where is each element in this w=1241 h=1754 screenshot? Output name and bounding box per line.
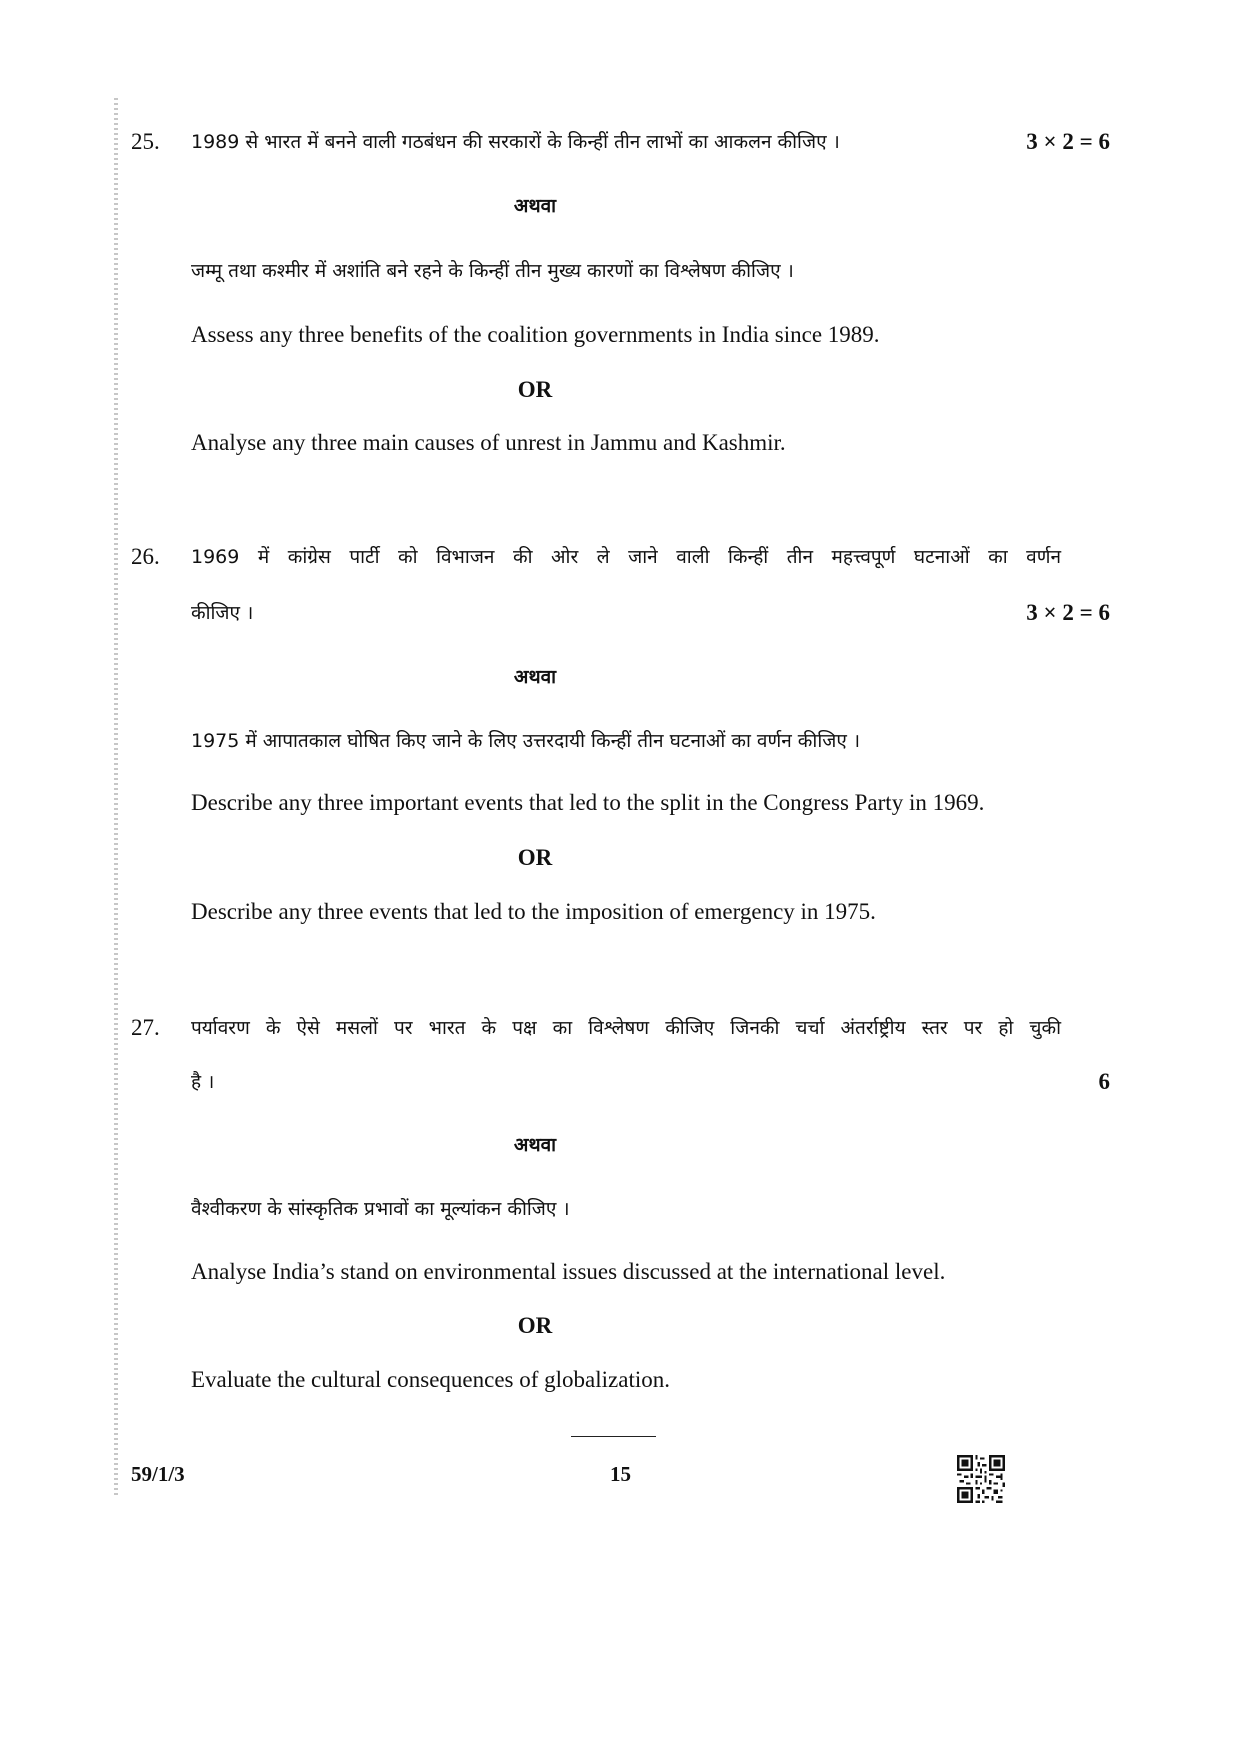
question-english: Describe any three important events that led to the split in the Congress Party in 1969. <box>191 790 985 815</box>
question-hindi-line: पर्यावरण के ऐसे मसलों पर भारत के पक्ष का विश्लेषण कीजिए जिनकी चर्चा अंतर्राष्ट्रीय स्तर पर हो चुकी <box>191 1017 1061 1039</box>
or-hindi: अथवा <box>513 1134 557 1156</box>
question-hindi-alternative: वैश्वीकरण के सांस्कृतिक प्रभावों का मूल्यांकन कीजिए । <box>191 1198 570 1220</box>
page-number: 15 <box>610 1462 631 1486</box>
or-hindi: अथवा <box>513 195 557 217</box>
end-of-questions-rule <box>571 1436 656 1437</box>
question-hindi-line: कीजिए । <box>191 602 254 624</box>
question-number: 27. <box>131 1015 160 1040</box>
question-hindi-alternative: 1975 में आपातकाल घोषित किए जाने के लिए उत्तरदायी किन्हीं तीन घटनाओं का वर्णन कीजिए । <box>191 730 861 752</box>
question-english: Analyse India’s stand on environmental issues discussed at the international level. <box>191 1259 946 1284</box>
or-english: OR <box>517 845 553 870</box>
or-english: OR <box>517 1313 553 1338</box>
question-english-alternative: Evaluate the cultural consequences of globalization. <box>191 1367 670 1392</box>
question-hindi-line: 1989 से भारत में बनने वाली गठबंधन की सरकारों के किन्हीं तीन लाभों का आकलन कीजिए । <box>191 131 840 153</box>
qr-code-icon <box>957 1455 1005 1503</box>
paper-code: 59/1/3 <box>131 1462 185 1486</box>
question-hindi-line: 1969 में कांग्रेस पार्टी को विभाजन की ओर ले जाने वाली किन्हीं तीन महत्त्वपूर्ण घटनाओं का वर्णन <box>191 546 1061 568</box>
or-hindi: अथवा <box>513 666 557 688</box>
question-hindi-alternative: जम्मू तथा कश्मीर में अशांति बने रहने के किन्हीं तीन मुख्य कारणों का विश्लेषण कीजिए । <box>191 260 794 282</box>
question-english-alternative: Describe any three events that led to the imposition of emergency in 1975. <box>191 899 876 924</box>
question-number: 26. <box>131 544 160 569</box>
question-marks: 6 <box>1098 1069 1110 1094</box>
question-english: Assess any three benefits of the coalition governments in India since 1989. <box>191 322 880 347</box>
question-marks: 3 × 2 = 6 <box>1026 129 1110 154</box>
question-english-alternative: Analyse any three main causes of unrest in Jammu and Kashmir. <box>191 430 786 455</box>
margin-security-strip <box>114 98 118 1498</box>
question-number: 25. <box>131 129 160 154</box>
question-marks: 3 × 2 = 6 <box>1026 600 1110 625</box>
question-hindi-line: है । <box>191 1071 215 1093</box>
or-english: OR <box>517 377 553 402</box>
